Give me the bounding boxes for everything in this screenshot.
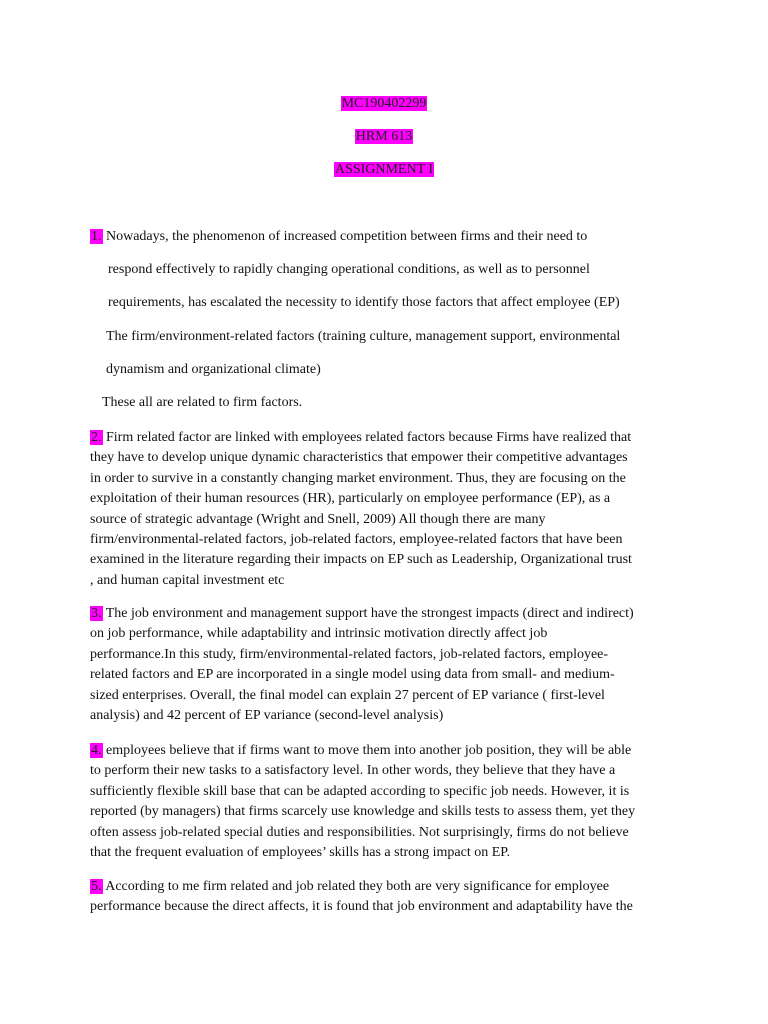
answer-5 xyxy=(90,877,690,918)
student-id: MC190402299 xyxy=(341,96,427,111)
answer-4-line: reported (by managers) that firms scarcely use knowledge and skills tests to assess them, yet they xyxy=(90,804,636,820)
answer-3-line: sized enterprises. Overall, the final model can explain 27 percent of EP variance ( first-level xyxy=(90,687,605,703)
answer-number: 1. xyxy=(91,229,102,244)
answer-number: 4. xyxy=(91,743,102,758)
answer-number: 3. xyxy=(91,606,102,621)
answer-3-line: performance.In this study, firm/environmental-related factors, job-related factors, employee- xyxy=(90,646,609,662)
answer-2-line: in order to survive in a constantly changing market environment. Thus, they are focusing on the xyxy=(90,470,626,486)
answer-3 xyxy=(90,604,690,726)
answer-text: Nowadays, the phenomenon of increased competition between firms and their need to xyxy=(106,229,588,244)
answer-4-line: that the frequent evaluation of employees’ skills has a strong impact on EP. xyxy=(90,844,511,860)
answer-2-line: source of strategic advantage (Wright and Snell, 2009) All though there are many xyxy=(90,511,546,527)
answer-5-line: performance because the direct affects, it is found that job environment and adaptability have the xyxy=(90,899,633,915)
answer-1-line: The firm/environment-related factors (training culture, management support, environmental xyxy=(106,329,621,344)
assignment-title: ASSIGNMENT I xyxy=(334,162,434,177)
header-assignment xyxy=(0,161,768,179)
answer-1-line: dynamism and organizational climate) xyxy=(106,362,321,377)
answer-text: The job environment and management support have the strongest impacts (direct and indirect) xyxy=(105,606,634,621)
answer-2-line: firm/environmental-related factors, job-related factors, employee-related factors that have been xyxy=(90,531,623,547)
answer-2 xyxy=(90,428,690,591)
answer-3-line: related factors and EP are incorporated in a single model using data from small- and medium- xyxy=(90,667,615,683)
header-id xyxy=(0,95,768,113)
answer-4-line: often assess job-related special duties and responsibilities. Not surprisingly, firms do not believe xyxy=(90,824,629,840)
answer-2-line: exploitation of their human resources (HR), particularly on employee performance (EP), as a xyxy=(90,491,611,507)
answer-1-line: respond effectively to rapidly changing operational conditions, as well as to personnel xyxy=(108,262,590,277)
answer-1-line xyxy=(90,228,587,246)
answer-3-line xyxy=(90,604,690,624)
answer-number: 2. xyxy=(91,430,102,445)
answer-4-line: to perform their new tasks to a satisfactory level. In other words, they believe that they have a xyxy=(90,763,616,779)
answer-1-line: These all are related to firm factors. xyxy=(102,395,303,410)
answer-2-line: examined in the literature regarding their impacts on EP such as Leadership, Organizational trust xyxy=(90,552,632,568)
answer-3-line: on job performance, while adaptability and intrinsic motivation directly affect job xyxy=(90,626,548,642)
answer-4 xyxy=(90,741,690,863)
answer-2-line: they have to develop unique dynamic characteristics that empower their competitive advantages xyxy=(90,450,628,466)
answer-1-line: requirements, has escalated the necessity to identify those factors that affect employee (EP) xyxy=(108,295,620,310)
answer-2-line: , and human capital investment etc xyxy=(90,572,285,588)
header-course xyxy=(0,128,768,146)
course-code: HRM 613 xyxy=(355,129,413,144)
answer-number: 5. xyxy=(91,879,102,894)
answer-2-line xyxy=(90,428,690,448)
answer-4-line xyxy=(90,741,690,761)
answer-text: Firm related factor are linked with employees related factors because Firms have realized that xyxy=(106,430,632,445)
answer-text: employees believe that if firms want to move them into another job position, they will be able xyxy=(106,743,632,758)
answer-4-line: sufficiently flexible skill base that can be adapted according to specific job needs. However, it is xyxy=(90,783,630,799)
answer-5-line xyxy=(90,877,690,897)
answer-text: According to me firm related and job related they both are very significance for employee xyxy=(105,879,610,894)
answer-3-line: analysis) and 42 percent of EP variance (second-level analysis) xyxy=(90,707,444,723)
